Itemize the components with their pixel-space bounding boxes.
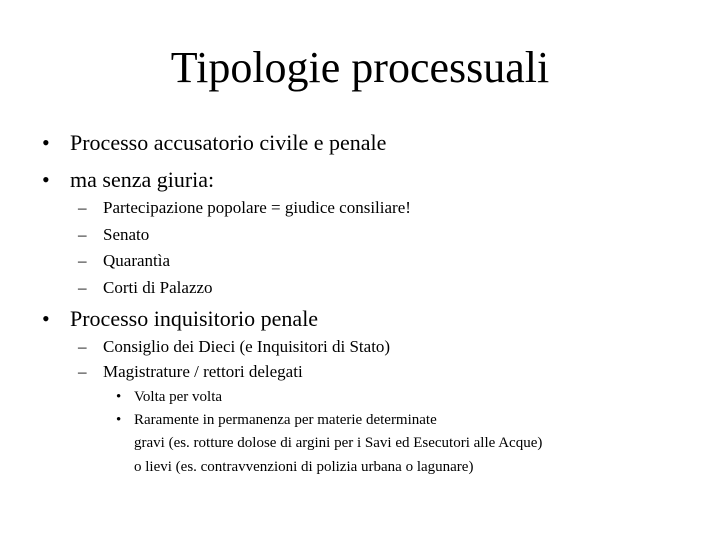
bullet-marker-small: • [116,412,122,428]
bullet-marker-small: • [116,389,122,405]
list-item: Corti di Palazzo [103,278,213,297]
dash-marker: – [78,225,87,244]
list-item: Processo inquisitorio penale [70,306,319,331]
list-item: ma senza giuria: [70,167,215,192]
dash-marker: – [78,198,87,217]
dash-marker: – [78,337,87,356]
list-item-continuation: gravi (es. rotture dolose di argini per i Savi ed Esecutori alle Acque) [134,435,543,451]
list-item-continuation: o lievi (es. contravvenzioni di polizia urbana o lagunare) [134,459,474,475]
list-item: Consiglio dei Dieci (e Inquisitori di Stato) [103,337,391,356]
bullet-marker: • [42,306,50,331]
list-item: Processo accusatorio civile e penale [70,130,387,155]
list-item: Partecipazione popolare = giudice consiliare! [103,198,411,217]
list-item: Quarantìa [103,251,171,270]
list-item: Raramente in permanenza per materie determinate [134,412,437,428]
list-item: Magistrature / rettori delegati [103,362,303,381]
slide-title: Tipologie processuali [170,43,550,92]
dash-marker: – [78,278,87,297]
dash-marker: – [78,362,87,381]
list-item: Senato [103,225,150,244]
list-item: Volta per volta [134,389,223,405]
bullet-marker: • [42,167,50,192]
bullet-marker: • [42,130,50,155]
dash-marker: – [78,251,87,270]
